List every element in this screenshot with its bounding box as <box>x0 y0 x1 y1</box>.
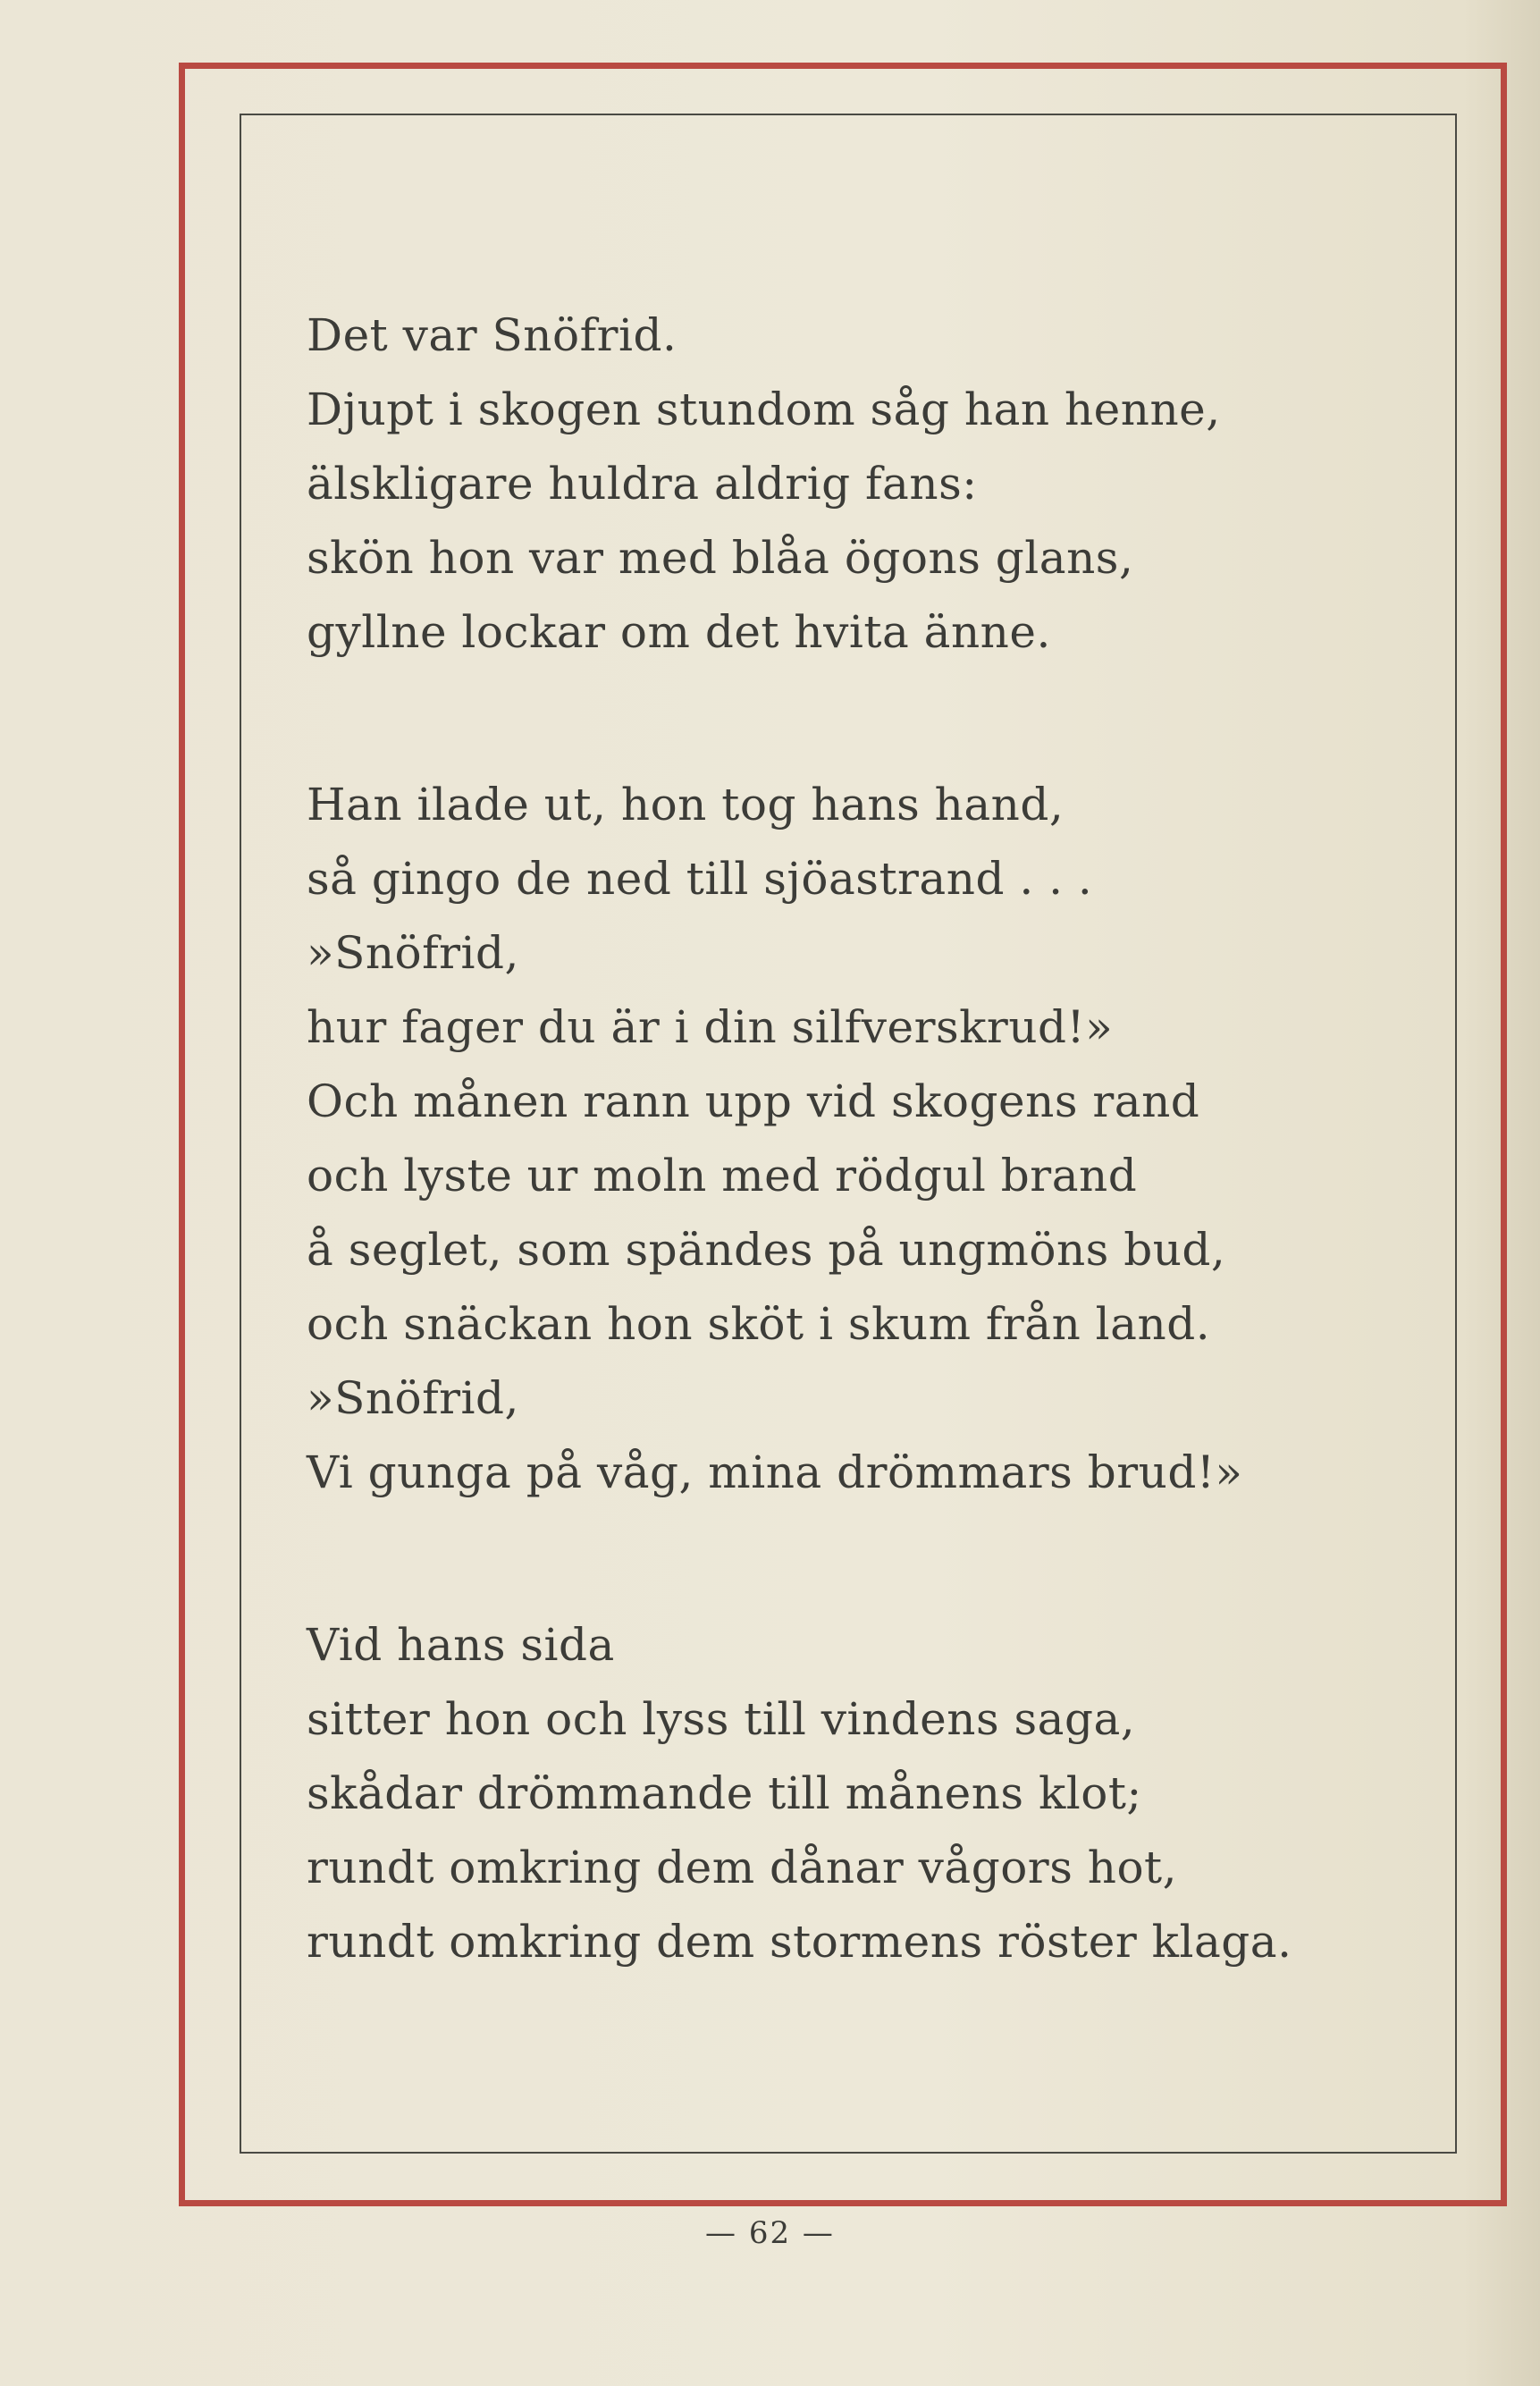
poem-body <box>307 299 1424 1979</box>
poem-line: rundt omkring dem stormens röster klaga. <box>307 1916 1292 1968</box>
stanza-1 <box>307 299 1424 670</box>
poem-line: å seglet, som spändes på ungmöns bud, <box>307 1224 1226 1276</box>
stanza-gap <box>307 1510 1424 1608</box>
poem-line: Djupt i skogen stundom såg han henne, <box>307 384 1221 435</box>
poem-line: och snäckan hon sköt i skum från land. <box>307 1298 1211 1350</box>
poem-line: hur fager du är i din silfverskrud!» <box>307 1001 1114 1053</box>
poem-line: »Snöfrid, <box>307 1372 519 1424</box>
poem-line: skön hon var med blåa ögons glans, <box>307 532 1134 584</box>
stanza-gap <box>307 670 1424 768</box>
stanza-3 <box>307 1608 1424 1979</box>
poem-line: gyllne lockar om det hvita änne. <box>307 606 1051 658</box>
poem-line: Och månen rann upp vid skogens rand <box>307 1075 1200 1127</box>
poem-line: Det var Snöfrid. <box>307 309 677 361</box>
poem-line: Vi gunga på våg, mina drömmars brud!» <box>307 1446 1243 1498</box>
poem-line: skådar drömmande till månens klot; <box>307 1767 1142 1819</box>
poem-line: älskligare huldra aldrig fans: <box>307 458 978 510</box>
page-number: — 62 — <box>705 2215 835 2251</box>
poem-line: Han ilade ut, hon tog hans hand, <box>307 779 1065 830</box>
poem-line: och lyste ur moln med rödgul brand <box>307 1150 1138 1201</box>
poem-line: »Snöfrid, <box>307 927 519 979</box>
poem-line: sitter hon och lyss till vindens saga, <box>307 1693 1136 1745</box>
poem-line: så gingo de ned till sjöastrand . . . <box>307 853 1093 905</box>
poem-line: Vid hans sida <box>307 1619 615 1671</box>
stanza-2 <box>307 768 1424 1510</box>
poem-line: rundt omkring dem dånar vågors hot, <box>307 1842 1178 1893</box>
